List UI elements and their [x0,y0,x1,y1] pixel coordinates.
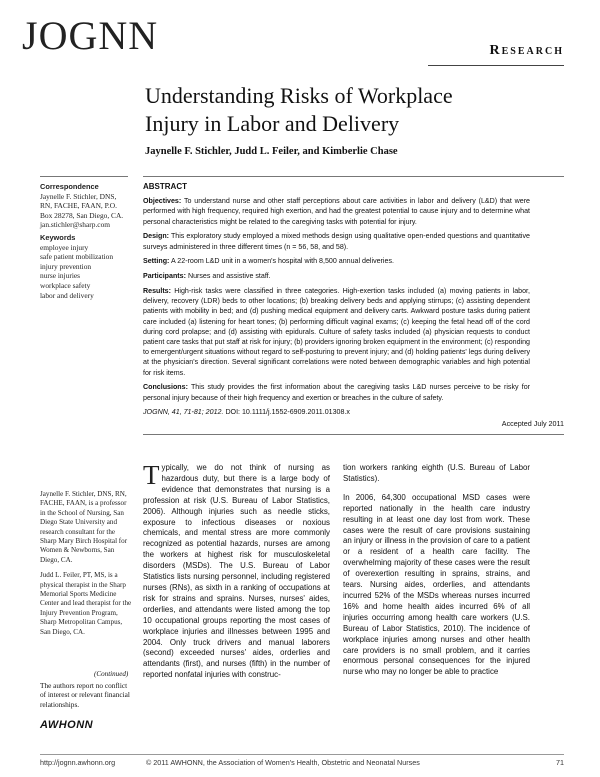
accepted-date: Accepted July 2011 [501,419,564,428]
abstract-divider [143,176,564,177]
bio-feiler: Judd L. Feiler, PT, MS, is a physical therapist in the Sharp Memorial Sports Medicine Center and lead therapist for the Injury Prevention Program, Sharp Metropolitan Campus, San Diego, CA. [40,571,132,636]
correspondence-email[interactable]: jan.stichler@sharp.com [40,220,111,230]
correspondence-block [40,182,135,230]
body-paragraph: In 2006, 64,300 occupational MSD cases were reported nationally in the health care industry resulting in at least one day lost from work. These cases were the result of care provisions sustaining an injury or illness in the provision of care to a patient or a resident of a health care facility. The overwhelming majority of these cases were the result of overexertion resulting in sprains, strains, and tears. Nursing aides, orderlies, and attendants incurred 52% of the MSDs whereas nurses incurred 16% and home health aides incurred 6% of all injuries occurring among health care workers (U.S. Bureau of Labor Statistics, 2010). The incidence of workplace injuries among nurses and other health care providers is no small problem, and it carries enormous personal consequences for the injured nurse who may no longer be able to practice [343,492,530,677]
keyword-item: nurse injuries [40,271,81,281]
footer-url[interactable]: http://jognn.awhonn.org [40,758,116,767]
citation [143,407,530,417]
body-divider [143,434,564,435]
keyword-item: labor and delivery [40,290,94,300]
body-paragraph [143,460,330,681]
body-column-2 [343,463,530,686]
journal-name: JOGNN [22,13,159,58]
abstract-design [143,231,530,251]
results-text: High-risk tasks were classified in three categories. High-exertion tasks included (a) moving patients in labor, delivery, recovery (LDR) beds to other locations; (b) breaking delivery beds and applying stirrups; (c) assisting dependent patients with mobility in bed; and (d) pushing medical equipment and delivery carts. Awkward posture tasks during patient care included (a) listening for heart tones; (b) performing difficult vaginal exams; (c) keeping the fetal head off of the cord during cord prolapse; and (d) assisting with epidurals. Culture of safety tasks included (a) physician requests to conduct patient care tasks that put staff at risk for injury; (b) providers ignoring broken equipment in the environment; (c) responding to emergent/urgent situations without regard to self-posturing to prevent injury; and (d) holding patients' legs during delivery at the physician's direction. Several significant correlations were noted between demographic variables and high potential for risk items. [143,287,530,377]
conclusions-text: This study provides the first information about the caregiving tasks L&D nurses perceive to be risky for personal injury because of their high frequency and exertion or breaches in the culture of safety. [143,383,531,402]
objectives-label: Objectives: [143,197,182,206]
bio-stichler: Jaynelle F. Stichler, DNS, RN, FACHE, FAAN, is a professor in the School of Nursing, San Diego State University and research consultant for the Sharp Mary Birch Hospital for Women & Newborns, San Diego, CA. [40,490,128,564]
citation-doi[interactable]: DOI: 10.1111/j.1552-6909.2011.01308.x [225,408,350,417]
author-bios [40,490,132,643]
footer-copyright: © 2011 AWHONN, the Association of Women's Health, Obstetric and Neonatal Nurses [146,758,420,767]
correspondence-line: RN, FACHE, FAAN, P.O. [40,201,117,211]
keywords-block [40,233,135,300]
conflict-statement: The authors report no conflict of interest or relevant financial relationships. [40,681,130,709]
participants-label: Participants: [143,272,186,281]
participants-text: Nurses and assistive staff. [187,272,271,281]
keywords-heading: Keywords [40,233,76,242]
footer-divider [40,754,564,755]
objectives-text: To understand nurse and other staff perceptions about care activities in labor and delivery (L&D) that were performed with high frequency, required high exertion, and had the greatest potential to cause injury and to determine what personal characteristics might be related to the caregiving tasks with potential for injury. [143,197,530,226]
drop-cap: T [143,460,160,490]
continued-note: (Continued) [94,670,129,678]
abstract [143,182,530,422]
abstract-heading: ABSTRACT [143,182,187,191]
conclusions-label: Conclusions: [143,383,188,392]
correspondence-heading: Correspondence [40,182,99,191]
setting-label: Setting: [143,257,170,266]
keyword-item: employee injury [40,242,89,252]
keyword-item: workplace safety [40,280,91,290]
abstract-participants [143,271,530,281]
abstract-setting [143,256,530,266]
title-line-2: Injury in Labor and Delivery [145,111,400,136]
design-label: Design: [143,232,170,241]
correspondence-line: Jaynelle F. Stichler, DNS, [40,191,117,201]
results-label: Results: [143,287,171,295]
title-line-1: Understanding Risks of Workplace [145,83,453,108]
paragraph-text: ypically, we do not think of nursing as hazardous duty, but there is a large body of evidence that demonstrates that nursing is a profession at risk (U.S. Bureau of Labor Statistics, 2006). Although injuries such as needle sticks, exposure to infectious diseases or noxious chemicals, and mental stress are more commonly recognized as potential hazards, nurses are among the workers at highest risk for musculoskeletal disorders (MSDs). The U.S. Bureau of Labor Statistics lists nursing personnel, including registered nurses (RNs), as sixth in a ranking of occupations at risk for strains and sprains. Nurses, nurses' aides, orderlies, and attendants were listed among the top 10 occupational groups reporting the most cases of workplace injuries and illnesses between 1995 and 2004. Only truck drivers and manual laborers (second) exceeded nurses' aides, orderlies and attendants (first), and nurses (fifth) in the number of reported nonfatal injuries with construc- [143,463,330,680]
abstract-objectives [143,196,530,227]
awhonn-logo: AWHONN [40,719,94,731]
keyword-item: injury prevention [40,261,92,271]
keyword-item: safe patient mobilization [40,252,114,262]
correspondence-line: Box 28278, San Diego, CA. [40,210,124,220]
setting-text: A 22-room L&D unit in a women's hospital with 8,500 annual deliveries. [171,257,394,266]
body-column-1 [143,460,330,689]
design-text: This exploratory study employed a mixed methods design using qualitative open-ended questions and quantitative surveys administered in three different times (n = 56, 58, and 58). [143,232,530,251]
sidebar-divider [40,176,128,177]
section-divider [428,65,564,66]
author-list: Jaynelle F. Stichler, Judd L. Feiler, and Kimberlie Chase [145,146,398,157]
citation-journal: JOGNN, 41, 71-81; 2012. [143,408,224,417]
body-paragraph: tion workers ranking eighth (U.S. Bureau of Labor Statistics). [343,463,530,483]
article-title [145,82,565,138]
section-label: Research [489,43,564,58]
abstract-results [143,286,530,378]
page-number: 71 [556,758,564,767]
abstract-conclusions [143,382,530,402]
